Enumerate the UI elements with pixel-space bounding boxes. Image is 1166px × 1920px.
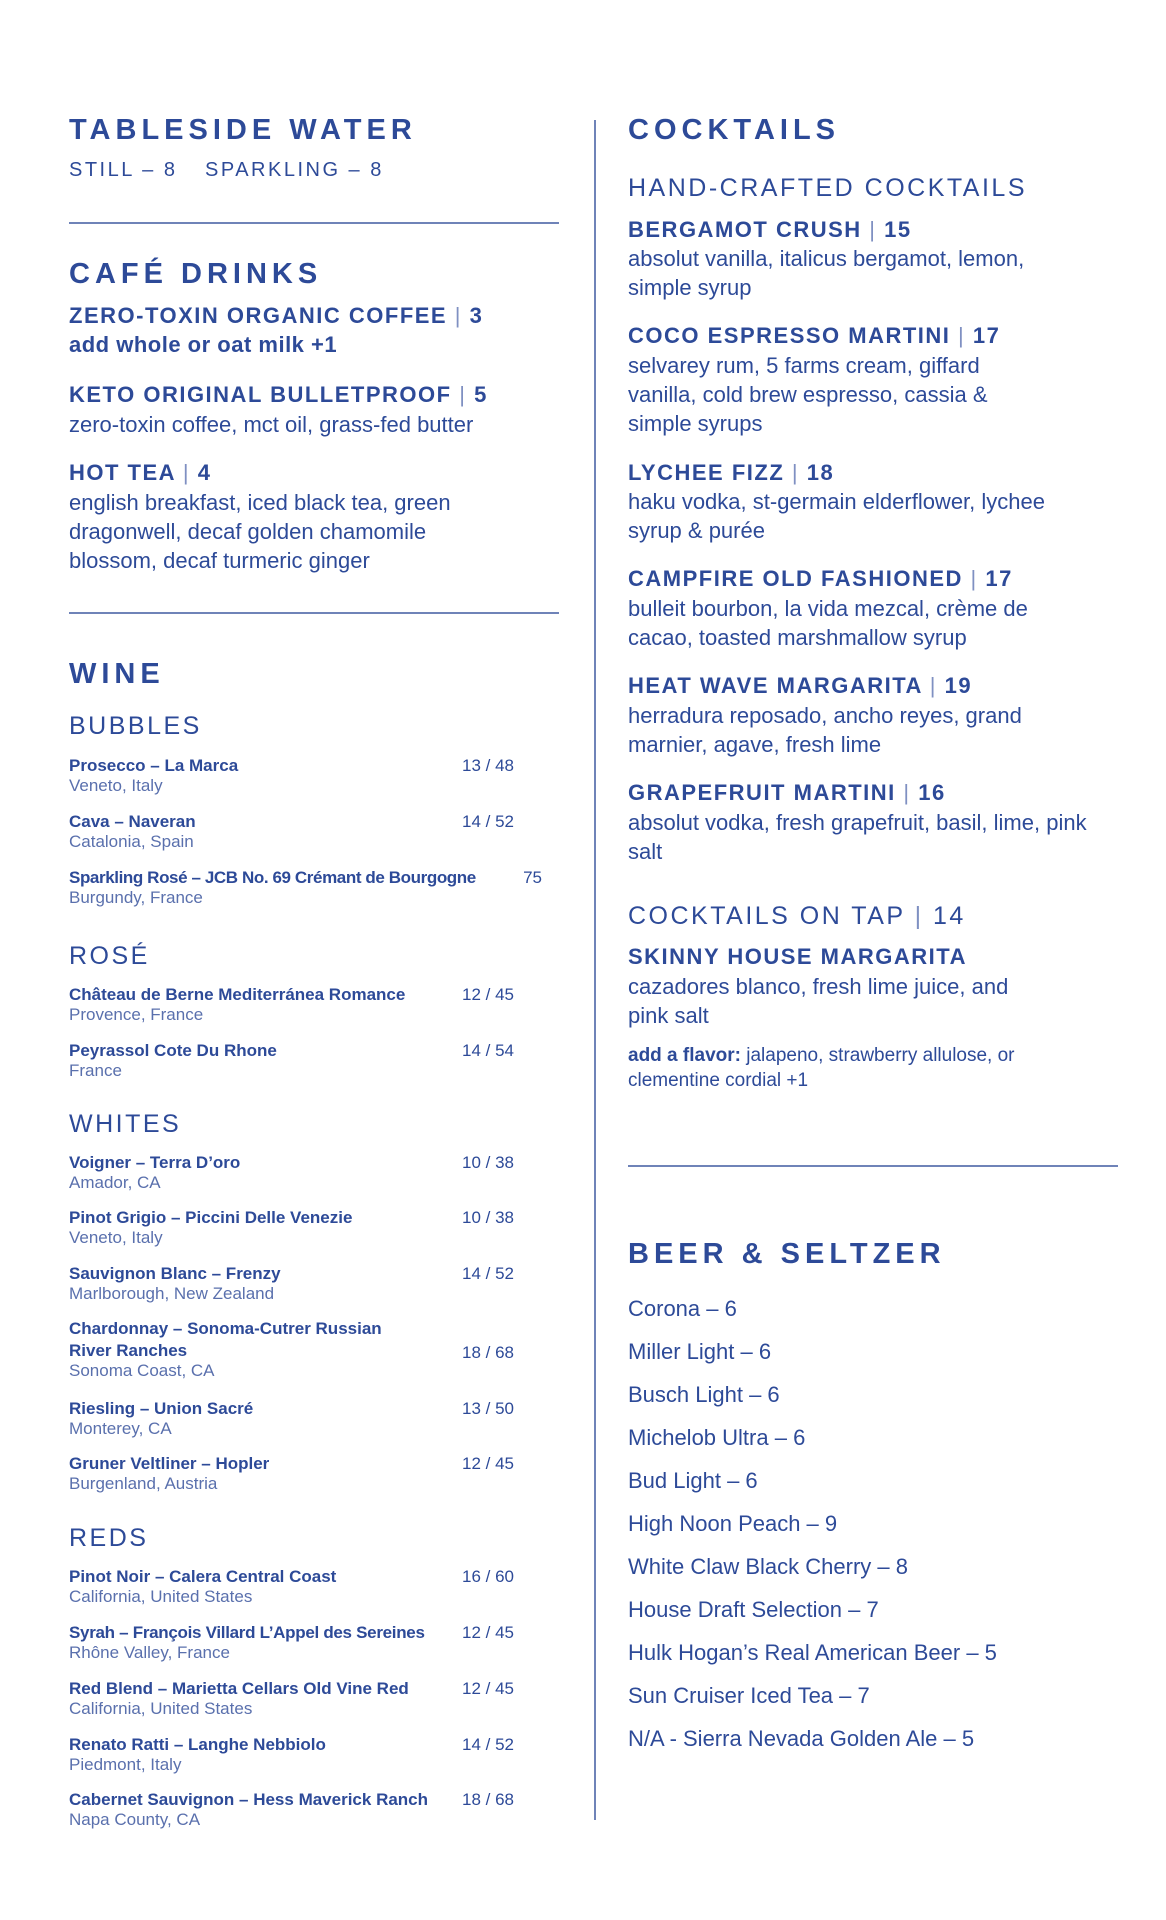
wine-price: 18 / 68 [462,1790,514,1809]
cocktail-name: CAMPFIRE OLD FASHIONED [628,566,963,591]
cocktail-name: HEAT WAVE MARGARITA [628,673,923,698]
wine-name: Renato Ratti – Langhe Nebbiolo [69,1735,326,1754]
cafe-coffee-extra: add whole or oat milk +1 [69,332,338,357]
wine-price: 13 / 48 [462,756,514,775]
wine-item [69,756,514,800]
cocktail-price: 18 [806,460,835,485]
cafe-hot-tea-desc: english breakfast, iced black tea, green dragonwell, decaf golden chamomile blossom, decaf turmeric ginger [69,490,451,573]
wine-origin: Amador, CA [69,1173,161,1192]
tap-title: COCKTAILS ON TAP [628,902,906,930]
rose-title: ROSÉ [69,942,150,970]
cocktail-name-row: COCO ESPRESSO MARTINI | 17 [628,323,1001,348]
cafe-title: CAFÉ DRINKS [69,258,323,290]
beer-item: Busch Light – 6 [628,1382,780,1407]
cocktail-name-row: HEAT WAVE MARGARITA | 19 [628,673,973,698]
cocktail-name: BERGAMOT CRUSH [628,217,862,242]
water-title: TABLESIDE WATER [69,114,417,146]
tap-item-name: SKINNY HOUSE MARGARITA [628,944,967,969]
water-still: STILL – 8 [69,159,178,181]
flavor-text: jalapeno, strawberry allulose, or clementine cordial +1 [628,1045,1015,1091]
cafe-item-name: HOT TEA [69,460,176,485]
cocktail-price: 17 [985,566,1013,591]
wine-origin: Veneto, Italy [69,1228,163,1247]
wine-name: Red Blend – Marietta Cellars Old Vine Red [69,1679,409,1698]
cocktail-name: LYCHEE FIZZ [628,460,785,485]
wine-title: WINE [69,658,165,690]
divider-water [69,222,559,224]
beer-item: Miller Light – 6 [628,1339,772,1364]
wine-item [69,1567,514,1611]
cafe-item-bulletproof: KETO ORIGINAL BULLETPROOF | 5 [69,382,488,407]
wine-name: Voigner – Terra D’oro [69,1153,241,1172]
beer-item: House Draft Selection – 7 [628,1597,879,1622]
wine-name: Cava – Naveran [69,812,196,831]
cocktail-price: 19 [944,673,973,698]
cocktail-price: 15 [884,217,912,242]
wine-price: 14 / 52 [462,812,514,831]
handcrafted-title: HAND-CRAFTED COCKTAILS [628,174,1028,202]
cocktails-title: COCKTAILS [628,114,841,146]
wine-item [69,1264,514,1308]
wine-origin: California, United States [69,1699,253,1718]
wine-price: 16 / 60 [462,1567,514,1586]
wine-item [69,985,514,1029]
cafe-bulletproof-desc: zero-toxin coffee, mct oil, grass-fed butter [69,412,474,437]
divider-cocktails [628,1165,1118,1167]
cocktail-name-row: BERGAMOT CRUSH | 15 [628,217,912,242]
wine-price: 14 / 52 [462,1264,514,1283]
wine-item [69,1679,514,1723]
wine-name: Prosecco – La Marca [69,756,239,775]
cocktail-desc: absolut vodka, fresh grapefruit, basil, lime, pink salt [628,810,1087,864]
wine-item [69,1454,514,1498]
cafe-item-price: 5 [474,382,488,407]
wine-origin: Burgundy, France [69,888,203,907]
wine-origin: Piedmont, Italy [69,1755,182,1774]
beer-item: Hulk Hogan’s Real American Beer – 5 [628,1640,997,1665]
wine-origin: California, United States [69,1587,253,1606]
cocktail-name: GRAPEFRUIT MARTINI [628,780,896,805]
wine-name: Chardonnay – Sonoma-Cutrer Russian [69,1319,382,1338]
cocktail-name: COCO ESPRESSO MARTINI [628,323,951,348]
cocktail-desc: absolut vanilla, italicus bergamot, lemon, simple syrup [628,246,1025,300]
column-divider [594,120,596,1820]
beer-item: Sun Cruiser Iced Tea – 7 [628,1683,870,1708]
wine-origin: Monterey, CA [69,1419,172,1438]
tap-item-desc: cazadores blanco, fresh lime juice, and pink salt [628,974,1009,1028]
wine-item [69,1399,514,1443]
wine-price: 12 / 45 [462,1679,514,1698]
reds-title: REDS [69,1524,149,1552]
wine-price: 10 / 38 [462,1208,514,1227]
cocktail-desc: herradura reposado, ancho reyes, grand marnier, agave, fresh lime [628,703,1022,757]
wine-item [69,1041,514,1085]
wine-origin: Catalonia, Spain [69,832,194,851]
wine-price: 12 / 45 [462,985,514,1004]
wine-price: 10 / 38 [462,1153,514,1172]
wine-origin: Marlborough, New Zealand [69,1284,275,1303]
wine-price: 12 / 45 [462,1454,514,1473]
wine-origin: Veneto, Italy [69,776,163,795]
wine-name: Sauvignon Blanc – Frenzy [69,1264,281,1283]
wine-origin: Rhône Valley, France [69,1643,230,1662]
wine-item [69,812,514,856]
wine-name: Pinot Noir – Calera Central Coast [69,1567,337,1586]
cafe-item-price: 3 [469,303,484,328]
cocktail-desc: bulleit bourbon, la vida mezcal, crème de cacao, toasted marshmallow syrup [628,596,1028,650]
wine-name: Château de Berne Mediterránea Romance [69,985,406,1004]
wine-name: Syrah – François Villard L’Appel des Sereines [69,1623,425,1642]
wine-item [69,1153,514,1197]
wine-price: 18 / 68 [462,1343,514,1362]
wine-name: Sparkling Rosé – JCB No. 69 Crémant de Bourgogne [69,868,476,887]
wine-origin: Provence, France [69,1005,204,1024]
wine-item [69,868,542,912]
beer-item: White Claw Black Cherry – 8 [628,1554,908,1579]
cocktail-price: 17 [972,323,1001,348]
cafe-item-name: ZERO-TOXIN ORGANIC COFFEE [69,303,448,328]
wine-item [69,1790,514,1834]
beer-item: High Noon Peach – 9 [628,1511,838,1536]
beer-item: N/A - Sierra Nevada Golden Ale – 5 [628,1726,975,1751]
wine-item [69,1735,514,1779]
beer-item: Bud Light – 6 [628,1468,758,1493]
wine-price: 75 [523,868,542,887]
wine-price: 14 / 52 [462,1735,514,1754]
wine-origin: France [69,1061,122,1080]
wine-name: Gruner Veltliner – Hopler [69,1454,270,1473]
wine-price: 13 / 50 [462,1399,514,1418]
flavor-label: add a flavor: [628,1045,741,1066]
tap-price: 14 [933,902,966,930]
beer-item: Corona – 6 [628,1296,737,1321]
wine-origin: Napa County, CA [69,1810,201,1829]
wine-item [69,1623,514,1667]
cocktail-price: 16 [918,780,946,805]
wine-item [69,1208,514,1252]
bubbles-title: BUBBLES [69,712,202,740]
add-flavor-note [628,1043,1088,1093]
cocktail-name-row: GRAPEFRUIT MARTINI | 16 [628,780,946,805]
wine-name-line2: River Ranches [69,1341,188,1360]
wine-price: 12 / 45 [462,1623,514,1642]
wine-item [69,1319,514,1387]
cafe-item-hot-tea: HOT TEA | 4 [69,460,212,485]
wine-name: Peyrassol Cote Du Rhone [69,1041,277,1060]
cocktail-name-row: LYCHEE FIZZ | 18 [628,460,835,485]
beer-item: Michelob Ultra – 6 [628,1425,806,1450]
whites-title: WHITES [69,1110,182,1138]
tap-title-row: COCKTAILS ON TAP | 14 [628,902,966,930]
cafe-item-coffee: ZERO-TOXIN ORGANIC COFFEE | 3 [69,303,484,328]
wine-name: Cabernet Sauvignon – Hess Maverick Ranch [69,1790,429,1809]
cocktail-desc: haku vodka, st-germain elderflower, lychee syrup & purée [628,489,1045,543]
wine-origin: Burgenland, Austria [69,1474,218,1493]
beer-title: BEER & SELTZER [628,1238,946,1270]
cafe-item-name: KETO ORIGINAL BULLETPROOF [69,382,452,407]
wine-name: Riesling – Union Sacré [69,1399,254,1418]
divider-cafe [69,612,559,614]
water-sparkling: SPARKLING – 8 [205,159,384,181]
wine-price: 14 / 54 [462,1041,514,1060]
cafe-item-price: 4 [197,460,212,485]
cocktail-desc: selvarey rum, 5 farms cream, giffard vanilla, cold brew espresso, cassia & simple syrups [628,353,988,436]
wine-name: Pinot Grigio – Piccini Delle Venezie [69,1208,353,1227]
cocktail-name-row: CAMPFIRE OLD FASHIONED | 17 [628,566,1013,591]
wine-origin: Sonoma Coast, CA [69,1361,215,1380]
